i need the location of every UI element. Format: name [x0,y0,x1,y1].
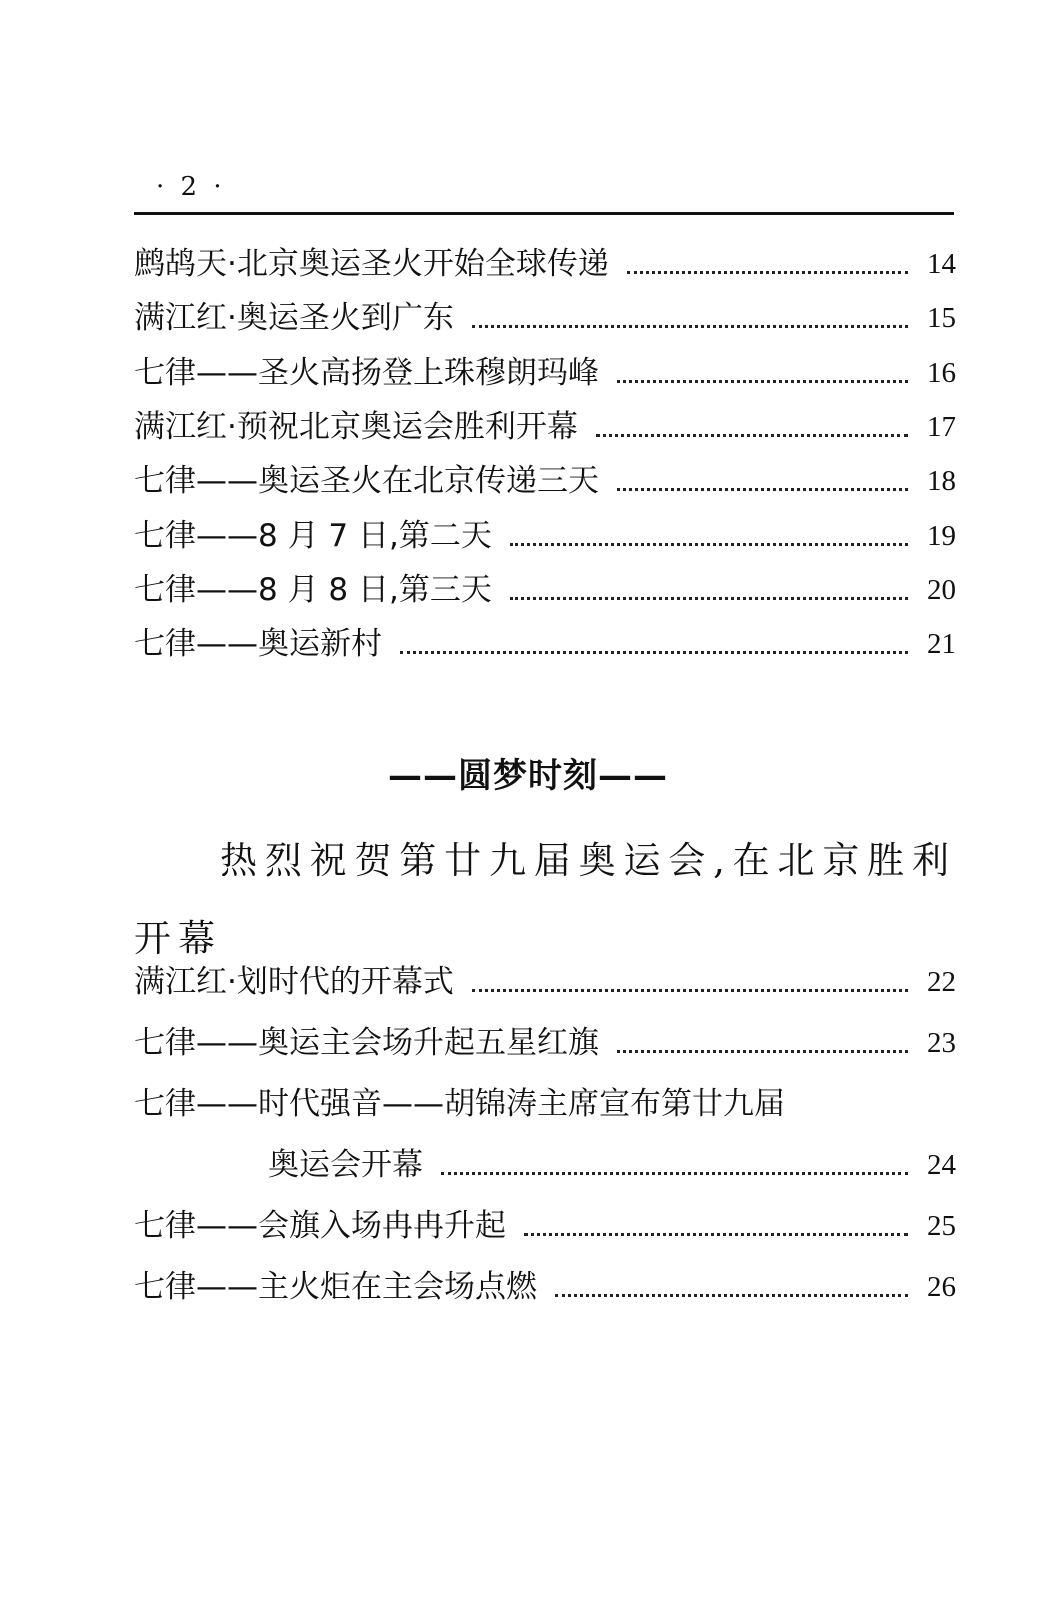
dot-leader [400,651,908,654]
toc-entry[interactable] [134,244,956,284]
toc-entry-title: 七律——圣火高扬登上珠穆朗玛峰 [134,355,599,391]
toc-entry[interactable] [134,461,956,501]
section-heading: ——圆梦时刻—— [388,756,668,796]
toc-entry-title: 七律——8 月 7 日,第二天 [134,518,492,554]
toc-entry-title: 满江红·奥运圣火到广东 [134,300,454,336]
toc-entry-first-line[interactable] [134,1084,956,1124]
dot-leader [472,325,908,328]
toc-entry[interactable] [134,298,956,338]
toc-entry-page: 26 [927,1271,956,1303]
toc-entry[interactable] [134,1206,956,1246]
toc-entry[interactable] [134,516,956,556]
dot-leader [472,989,908,992]
toc-entry-title: 七律——奥运主会场升起五星红旗 [134,1025,599,1061]
toc-entry[interactable] [134,624,956,664]
dot-leader [617,1050,908,1053]
dot-leader [596,434,908,437]
toc-entry-continuation[interactable] [134,1145,956,1185]
dot-leader [510,597,908,600]
toc-entry[interactable] [134,407,956,447]
dot-leader [524,1233,908,1236]
dot-leader [617,488,908,491]
toc-entry[interactable] [134,353,956,393]
toc-entry-title: 满江红·划时代的开幕式 [134,964,454,1000]
toc-entry-page: 20 [927,574,956,606]
header-rule [134,212,954,215]
toc-entry-title: 七律——奥运新村 [134,626,382,662]
dot-leader [555,1294,908,1297]
dot-leader [627,271,908,274]
toc-entry-page: 25 [927,1210,956,1242]
toc-entry-title: 七律——会旗入场冉冉升起 [134,1208,506,1244]
toc-entry-page: 22 [927,966,956,998]
toc-entry[interactable] [134,1023,956,1063]
page-number: · 2 · [156,172,226,202]
toc-entry-page: 19 [927,520,956,552]
toc-entry-title: 七律——主火炬在主会场点燃 [134,1269,537,1305]
toc-entry-title: 七律——8 月 8 日,第三天 [134,572,492,608]
toc-entry-page: 17 [927,411,956,443]
toc-entry-page: 18 [927,465,956,497]
toc-entry-page: 14 [927,248,956,280]
dot-leader [441,1172,908,1175]
toc-entry-title: 七律——时代强音——胡锦涛主席宣布第廿九届 [134,1086,785,1122]
dot-leader [617,380,908,383]
toc-entry-page: 24 [927,1149,956,1181]
toc-entry[interactable] [134,570,956,610]
toc-entry[interactable] [134,1267,956,1307]
toc-entry[interactable] [134,962,956,1002]
toc-entry-page: 16 [927,357,956,389]
toc-entry-title: 鹧鸪天·北京奥运圣火开始全球传递 [134,246,609,282]
section-intro: 热烈祝贺第廿九届奥运会,在北京胜利开幕 [134,839,956,960]
toc-entry-page: 23 [927,1027,956,1059]
toc-entry-title: 奥运会开幕 [268,1147,423,1183]
dot-leader [510,543,908,546]
toc-entry-page: 15 [927,302,956,334]
toc-entry-title: 满江红·预祝北京奥运会胜利开幕 [134,409,578,445]
toc-entry-page: 21 [927,628,956,660]
toc-entry-title: 七律——奥运圣火在北京传递三天 [134,463,599,499]
